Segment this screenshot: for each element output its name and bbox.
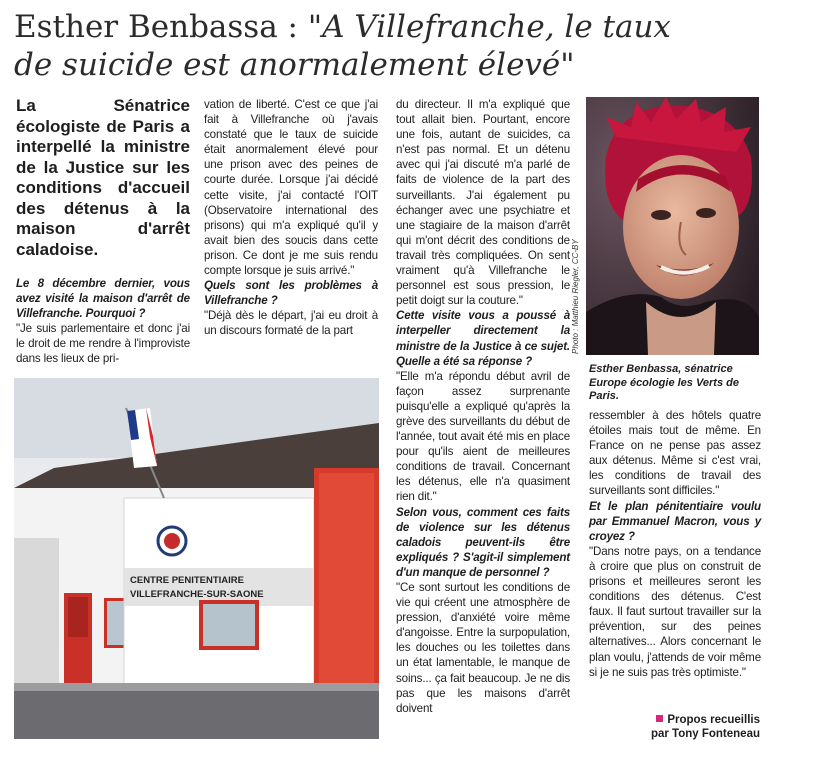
photo-credit-box <box>569 239 583 355</box>
answer-1-continued: vation de liberté. C'est ce que j'ai fait à Villefranche où j'avais constaté que le taux de suicide était anormalement élevé pour une prison avec des peines de courte durée. Lorsque j'ai décidé cette visite, j'ai contacté l'OIT (Observatoire international des prisons) qui m'a expliqué qu'il y avait bien des soucis dans cette prison. Ce dont je me suis rendu compte lorsque je suis arrivé." <box>204 98 378 278</box>
prison-building-illustration <box>14 378 379 739</box>
question-3: Cette visite vous a poussé à interpeller directement la ministre de la Justice à ce sujet. Quelle a été sa réponse ? <box>396 309 570 368</box>
signature-line2: par Tony Fonteneau <box>650 728 760 740</box>
signature-line1: Propos recueillis <box>667 714 760 726</box>
answer-4-continued: ressembler à des hôtels quatre étoiles mais tout de même. En France on ne pense pas assez aux détenus. Même si c'est vrai, les conditions de travail des surveillants sont difficiles." <box>589 409 761 498</box>
question-2: Quels sont les problèmes à Villefranche ? <box>204 279 378 308</box>
answer-3: "Elle m'a répondu début avril de façon assez surprenante puisqu'elle a expliqué qu'après la grève des surveillants du début de l'année, tout avait été mis en place pour qu'ils aient de meilleures conditions de travail. Concernant les détenus, elle n'a quasiment rien dit." <box>396 369 570 504</box>
article-column-4 <box>589 408 761 680</box>
headline-quote-line1: "A Villefranche, le taux <box>307 9 671 45</box>
building-sign-line1: CENTRE PENITENTIAIRE <box>130 575 245 586</box>
lede-paragraph: La Sénatrice écologiste de Paris a interpellé la ministre de la Justice sur les conditions d'accueil des détenus à la maison d'arrêt caladoise. <box>16 96 190 259</box>
question-4: Selon vous, comment ces faits de violence sur les détenus caladois peuvent-ils être expliqués ? S'agit-il simplement d'un manque de personnel ? <box>396 505 570 579</box>
headline <box>14 8 809 84</box>
portrait-photo <box>586 97 759 355</box>
answer-1-start: "Je suis parlementaire et donc j'ai le droit de me rendre à l'improviste dans les lieux de pri- <box>16 322 190 366</box>
question-1: Le 8 décembre dernier, vous avez visité la maison d'arrêt de Villefranche. Pourquoi ? <box>16 277 190 321</box>
prison-building-photo <box>14 378 379 739</box>
article-column-1 <box>16 276 190 367</box>
answer-2-start: "Déjà dès le départ, j'ai eu droit à un discours formaté de la part <box>204 309 378 338</box>
answer-5: "Dans notre pays, on a tendance à croire que plus on construit de prisons et meilleures seront les conditions des détenus. C'est faux. Il faut surtout travailler sur la prévention, sur des peines alternatives... Alors concernant le plan voulu, j'attends de voir même si je ne suis pas très optimiste." <box>589 544 761 679</box>
article-column-3 <box>396 97 570 716</box>
portrait-illustration <box>586 97 759 355</box>
answer-2-continued: du directeur. Il m'a expliqué que tout allait bien. Pourtant, encore une fois, autant de suicides, ca n'est pas normal. Et un détenu avec qui j'ai discuté m'a parlé de faits de violence de la part des surveillants. J'ai également pu échanger avec une psychiatre et une stagiaire de la maison d'arrêt qui m'ont décrit des conditions de travail très compliquées. On sent vraiment qu'à Villefranche le personnel est sous pression, le petit doigt sur la couture." <box>396 98 570 308</box>
photo-caption: Esther Benbassa, sénatrice Europe écologie les Verts de Paris. <box>589 363 739 402</box>
headline-quote-line2: de suicide est anormalement élevé" <box>14 47 575 83</box>
headline-name: Esther Benbassa : <box>14 9 308 45</box>
signature-marker-icon <box>656 715 663 722</box>
question-5: Et le plan pénitentiaire voulu par Emmanuel Macron, vous y croyez ? <box>589 499 761 543</box>
signature <box>612 713 760 741</box>
article-column-2 <box>204 97 378 339</box>
building-sign-line2: VILLEFRANCHE-SUR-SAONE <box>130 589 264 600</box>
answer-4-start: "Ce sont surtout les conditions de vie qui créent une atmosphère de pression, d'anxiété voire même d'angoisse. Entre la surpopulation, les douches ou les toilettes dans un état lamentable, le manque de soins... ça fait beaucoup. Je ne dis pas que les maisons d'arrêt doivent <box>396 581 570 715</box>
photo-credit: Photo : Matthieu Riegler, CC-BY <box>571 239 580 354</box>
